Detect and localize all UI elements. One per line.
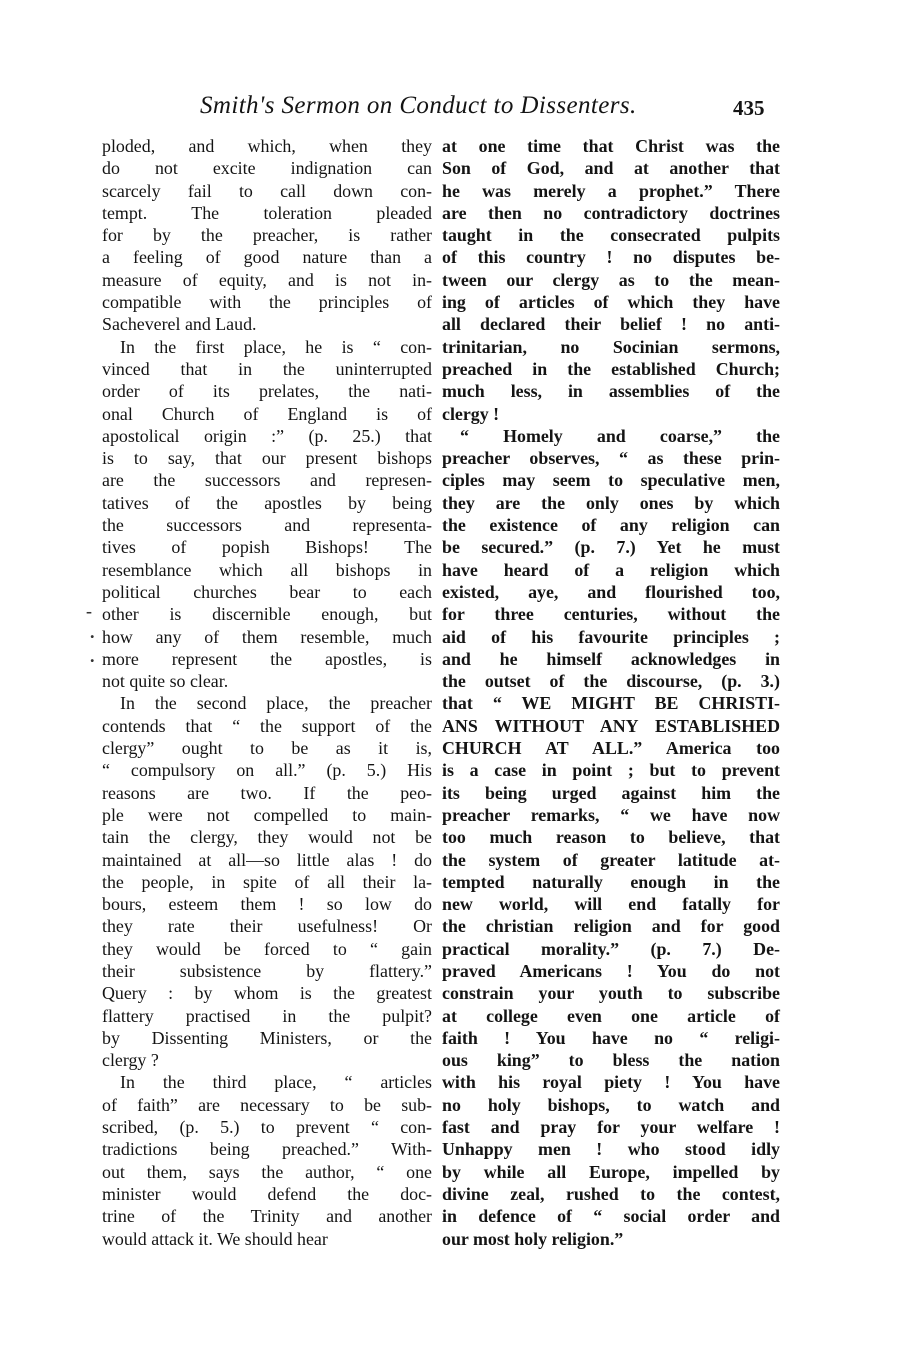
margin-mark: .	[90, 622, 95, 642]
text-line: tradictions being preached.” With-	[102, 1139, 432, 1160]
right-text-column	[442, 135, 780, 1250]
text-line: onal Church of England is of	[102, 403, 432, 424]
text-line: have heard of a religion which	[442, 559, 780, 580]
text-line: tempted naturally enough in the	[442, 871, 780, 892]
left-text-column	[102, 135, 432, 1250]
text-line: measure of equity, and is not in-	[102, 269, 432, 290]
text-line: new world, will end fatally for	[442, 894, 780, 915]
text-line: be secured.” (p. 7.) Yet he must	[442, 537, 780, 558]
text-line: ing of articles of which they have	[442, 292, 780, 313]
text-line: existed, aye, and flourished too,	[442, 581, 780, 602]
text-line: for three centuries, without the	[442, 604, 780, 625]
text-line: the successors and representa-	[102, 515, 432, 536]
text-line: would attack it. We should hear	[102, 1228, 328, 1249]
text-line: clergy ?	[102, 1050, 159, 1071]
text-line: of this country ! no disputes be-	[442, 247, 780, 268]
text-line: its being urged against him the	[442, 782, 780, 803]
text-line: In the third place, “ articles	[120, 1072, 432, 1093]
text-line: much less, in assemblies of the	[442, 381, 780, 402]
text-line: Sacheverel and Laud.	[102, 314, 257, 335]
text-line: praved Americans ! You do not	[442, 960, 780, 981]
text-line: other is discernible enough, but	[102, 604, 432, 625]
text-line: aid of his favourite principles ;	[442, 626, 780, 647]
text-line: “ compulsory on all.” (p. 5.) His	[102, 760, 432, 781]
text-line: vinced that in the uninterrupted	[102, 358, 432, 379]
text-line: our most holy religion.”	[442, 1228, 624, 1249]
text-line: out them, says the author, “ one	[102, 1161, 432, 1182]
text-line: more represent the apostles, is	[102, 648, 432, 669]
text-line: at one time that Christ was the	[442, 136, 780, 156]
running-title: Smith's Sermon on Conduct to Dissenters.	[200, 92, 637, 119]
text-line: they rate their usefulness! Or	[102, 916, 432, 937]
text-line: ous king” to bless the nation	[442, 1050, 780, 1071]
text-line: no holy bishops, to watch and	[442, 1094, 780, 1115]
text-line: In the second place, the preacher	[120, 693, 432, 714]
text-line: ple were not compelled to main-	[102, 804, 432, 825]
text-line: trinitarian, no Socinian sermons,	[442, 336, 780, 357]
text-line: Query : by whom is the greatest	[102, 983, 432, 1004]
text-line: ANS WITHOUT ANY ESTABLISHED	[442, 715, 780, 736]
text-line: at college even one article of	[442, 1005, 780, 1026]
text-line: not quite so clear.	[102, 671, 229, 692]
text-line: reasons are two. If the peo-	[102, 782, 432, 803]
text-line: he was merely a prophet.” There	[442, 180, 780, 201]
text-line: compatible with the principles of	[102, 292, 432, 313]
text-line: trine of the Trinity and another	[102, 1206, 432, 1227]
text-line: all declared their belief ! no anti-	[442, 314, 780, 335]
text-line: bours, esteem them ! so low do	[102, 894, 432, 915]
text-line: resemblance which all bishops in	[102, 559, 432, 580]
text-line: tween our clergy as to the mean-	[442, 269, 780, 290]
text-line: maintained at all—so little alas ! do	[102, 849, 432, 870]
text-line: preacher remarks, “ we have now	[442, 804, 780, 825]
text-line: Unhappy men ! who stood idly	[442, 1139, 780, 1160]
text-line: by Dissenting Ministers, or the	[102, 1027, 432, 1048]
text-line: fast and pray for your welfare !	[442, 1117, 780, 1138]
text-line: for by the preacher, is rather	[102, 225, 432, 246]
text-line: tives of popish Bishops! The	[102, 537, 432, 558]
text-line: a feeling of good nature than a	[102, 247, 432, 268]
text-line: their subsistence by flattery.”	[102, 960, 432, 981]
text-line: divine zeal, rushed to the contest,	[442, 1183, 780, 1204]
text-line: flattery practised in the pulpit?	[102, 1005, 432, 1026]
text-line: are then no contradictory doctrines	[442, 202, 780, 223]
text-line: the existence of any religion can	[442, 515, 780, 536]
text-line: and he himself acknowledges in	[442, 648, 780, 669]
text-line: with his royal piety ! You have	[442, 1072, 780, 1093]
text-line: ploded, and which, when they	[102, 136, 432, 156]
text-line: the christian religion and for good	[442, 916, 780, 937]
text-line: in defence of “ social order and	[442, 1206, 780, 1227]
text-line: order of its prelates, the nati-	[102, 381, 432, 402]
text-line: contends that “ the support of the	[102, 715, 432, 736]
margin-mark: -	[86, 601, 92, 621]
page-number: 435	[733, 96, 765, 120]
text-line: ciples may seem to speculative men,	[442, 470, 780, 491]
text-line: how any of them resemble, much	[102, 626, 432, 647]
text-line: preached in the established Church;	[442, 358, 780, 379]
text-line: tain the clergy, they would not be	[102, 827, 432, 848]
text-line: of faith” are necessary to be sub-	[102, 1094, 432, 1115]
text-line: faith ! You have no “ religi-	[442, 1027, 780, 1048]
text-line: they would be forced to “ gain	[102, 938, 432, 959]
text-line: the outset of the discourse, (p. 3.)	[442, 671, 780, 692]
text-line: clergy !	[442, 403, 500, 424]
text-line: the people, in spite of all their la-	[102, 871, 432, 892]
text-line: too much reason to believe, that	[442, 827, 780, 848]
margin-mark: .	[90, 646, 95, 666]
text-line: tatives of the apostles by being	[102, 492, 432, 513]
text-line: tempt. The toleration pleaded	[102, 202, 432, 223]
text-line: scarcely fail to call down con-	[102, 180, 432, 201]
text-line: do not excite indignation can	[102, 158, 432, 179]
text-line: “ Homely and coarse,” the	[460, 425, 780, 446]
text-line: apostolical origin :” (p. 25.) that	[102, 425, 432, 446]
text-line: practical morality.” (p. 7.) De-	[442, 938, 780, 959]
text-line: the system of greater latitude at-	[442, 849, 780, 870]
text-line: preacher observes, “ as these prin-	[442, 448, 780, 469]
text-line: taught in the consecrated pulpits	[442, 225, 780, 246]
text-line: by while all Europe, impelled by	[442, 1161, 780, 1182]
text-line: they are the only ones by which	[442, 492, 780, 513]
text-line: political churches bear to each	[102, 581, 432, 602]
text-line: In the first place, he is “ con-	[120, 336, 432, 357]
text-line: CHURCH AT ALL.” America too	[442, 738, 780, 759]
text-line: that “ WE MIGHT BE CHRISTI-	[442, 693, 780, 714]
page-header	[0, 92, 924, 128]
text-line: are the successors and represen-	[102, 470, 432, 491]
text-line: Son of God, and at another that	[442, 158, 780, 179]
text-line: is to say, that our present bishops	[102, 448, 432, 469]
text-line: is a case in point ; but to prevent	[442, 760, 780, 781]
text-line: minister would defend the doc-	[102, 1183, 432, 1204]
text-line: clergy” ought to be as it is,	[102, 738, 432, 759]
text-line: constrain your youth to subscribe	[442, 983, 780, 1004]
text-line: scribed, (p. 5.) to prevent “ con-	[102, 1117, 432, 1138]
